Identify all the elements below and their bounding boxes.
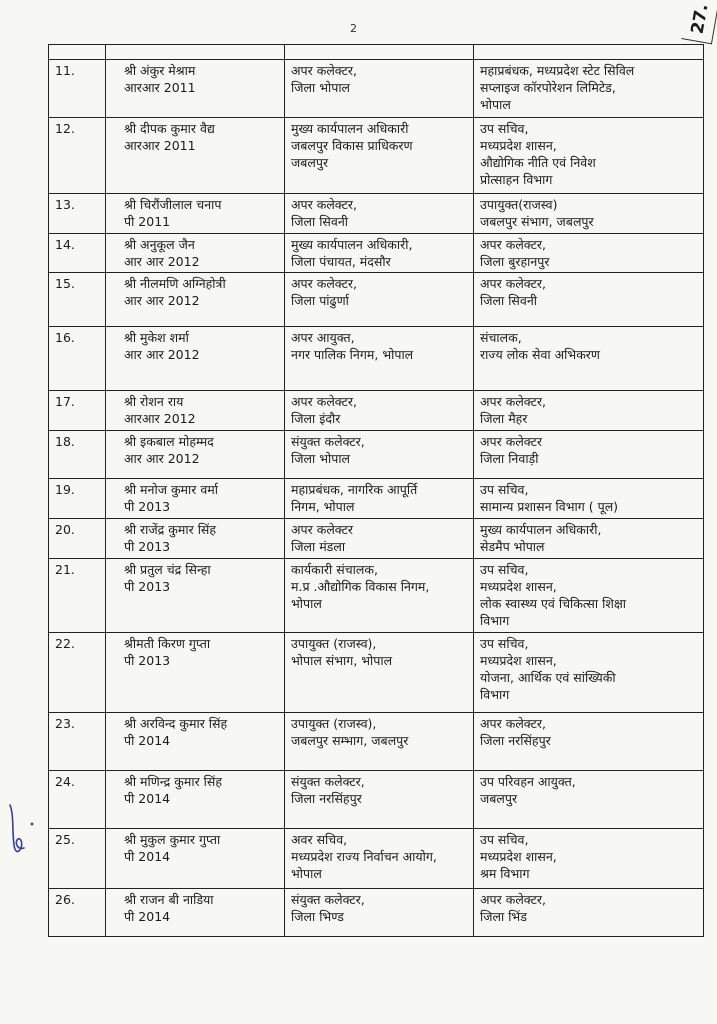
current-posting-line: म.प्र .औद्योगिक विकास निगम, bbox=[291, 579, 430, 594]
new-posting-line: सामान्य प्रशासन विभाग ( पूल) bbox=[480, 499, 619, 514]
officer-name: श्री मुकेश शर्मा bbox=[124, 330, 189, 345]
new-posting-line: उप परिवहन आयुक्त, bbox=[480, 774, 576, 789]
current-posting-line: जिला पंचायत, मंदसौर bbox=[291, 254, 391, 269]
officer-cell bbox=[106, 431, 285, 479]
table-row bbox=[49, 273, 704, 327]
officer-batch: आरआर 2011 bbox=[124, 80, 196, 95]
officer-cell bbox=[106, 118, 285, 194]
new-posting-cell bbox=[474, 431, 704, 479]
serial-number: 15. bbox=[49, 273, 106, 327]
current-posting-cell bbox=[285, 234, 474, 273]
new-posting-line: जिला भिंड bbox=[480, 909, 527, 924]
officer-name: श्रीमती किरण गुप्ता bbox=[124, 636, 211, 651]
new-posting-line: प्रोत्साहन विभाग bbox=[480, 172, 553, 187]
current-posting-line: संयुक्त कलेक्टर, bbox=[291, 774, 365, 789]
current-posting-line: उपायुक्त (राजस्व), bbox=[291, 636, 377, 651]
current-posting-line: मध्यप्रदेश राज्य निर्वाचन आयोग, bbox=[291, 849, 437, 864]
new-posting-line: सप्लाइज कॉरपोरेशन लिमिटेड, bbox=[480, 80, 616, 95]
officer-cell bbox=[106, 771, 285, 829]
new-posting-cell bbox=[474, 118, 704, 194]
new-posting-line: अपर कलेक्टर, bbox=[480, 892, 547, 907]
officer-batch: आर आर 2012 bbox=[124, 347, 200, 362]
new-posting-cell bbox=[474, 519, 704, 559]
current-posting-cell bbox=[285, 889, 474, 937]
officer-batch: पी 2014 bbox=[124, 733, 171, 748]
new-posting-cell bbox=[474, 479, 704, 519]
current-posting-line: जिला मंडला bbox=[291, 539, 346, 554]
new-posting-cell bbox=[474, 391, 704, 431]
officer-cell bbox=[106, 829, 285, 889]
new-posting-line: अपर कलेक्टर bbox=[480, 434, 543, 449]
officer-name: श्री चिरौंजीलाल चनाप bbox=[124, 197, 222, 212]
new-posting-cell bbox=[474, 559, 704, 633]
officer-batch: आर आर 2012 bbox=[124, 451, 200, 466]
serial-number: 11. bbox=[49, 60, 106, 118]
serial-number: 13. bbox=[49, 194, 106, 234]
new-posting-line: मध्यप्रदेश शासन, bbox=[480, 653, 557, 668]
officer-cell bbox=[106, 60, 285, 118]
table-row bbox=[49, 889, 704, 937]
serial-number: 12. bbox=[49, 118, 106, 194]
new-posting-line: मध्यप्रदेश शासन, bbox=[480, 849, 557, 864]
new-posting-line: सेडमैप भोपाल bbox=[480, 539, 545, 554]
new-posting-line: जिला निवाड़ी bbox=[480, 451, 539, 466]
current-posting-cell bbox=[285, 479, 474, 519]
new-posting-line: जिला मैहर bbox=[480, 411, 528, 426]
officer-name: श्री दीपक कुमार वैद्य bbox=[124, 121, 215, 136]
table-row bbox=[49, 60, 704, 118]
officer-name: श्री रोशन राय bbox=[124, 394, 184, 409]
officer-cell bbox=[106, 713, 285, 771]
officer-name: श्री मनोज कुमार वर्मा bbox=[124, 482, 219, 497]
officer-batch: पी 2011 bbox=[124, 214, 171, 229]
new-posting-line: मुख्य कार्यपालन अधिकारी, bbox=[480, 522, 602, 537]
current-posting-line: जबलपुर bbox=[291, 155, 329, 170]
new-posting-line: विभाग bbox=[480, 613, 510, 628]
new-posting-line: श्रम विभाग bbox=[480, 866, 530, 881]
new-posting-line: औद्योगिक नीति एवं निवेश bbox=[480, 155, 596, 170]
current-posting-line: अपर कलेक्टर, bbox=[291, 394, 358, 409]
serial-number: 22. bbox=[49, 633, 106, 713]
current-posting-cell bbox=[285, 633, 474, 713]
table-row bbox=[49, 519, 704, 559]
current-posting-line: उपायुक्त (राजस्व), bbox=[291, 716, 377, 731]
serial-number: 17. bbox=[49, 391, 106, 431]
transfer-table bbox=[48, 44, 704, 937]
current-posting-line: जबलपुर सम्भाग, जबलपुर bbox=[291, 733, 409, 748]
serial-number: 24. bbox=[49, 771, 106, 829]
table-row bbox=[49, 829, 704, 889]
new-posting-line: भोपाल bbox=[480, 97, 511, 112]
officer-name: श्री नीलमणि अग्निहोत्री bbox=[124, 276, 226, 291]
current-posting-cell bbox=[285, 713, 474, 771]
serial-number: 16. bbox=[49, 327, 106, 391]
officer-cell bbox=[106, 559, 285, 633]
officer-name: श्री राजन बी नाडिया bbox=[124, 892, 214, 907]
officer-batch: पी 2013 bbox=[124, 579, 171, 594]
current-posting-line: संयुक्त कलेक्टर, bbox=[291, 434, 365, 449]
corner-page-mark: 27. bbox=[681, 0, 717, 44]
new-posting-line: उप सचिव, bbox=[480, 562, 529, 577]
new-posting-line: जिला सिवनी bbox=[480, 293, 538, 308]
new-posting-line: उप सचिव, bbox=[480, 482, 529, 497]
transfer-table-body bbox=[49, 45, 704, 937]
current-posting-line: जिला भिण्ड bbox=[291, 909, 344, 924]
officer-cell bbox=[106, 519, 285, 559]
new-posting-line: जिला नरसिंहपुर bbox=[480, 733, 551, 748]
new-posting-line: विभाग bbox=[480, 687, 510, 702]
new-posting-cell bbox=[474, 327, 704, 391]
serial-number: 23. bbox=[49, 713, 106, 771]
new-posting-cell bbox=[474, 194, 704, 234]
officer-batch: पी 2014 bbox=[124, 909, 171, 924]
officer-batch: पी 2013 bbox=[124, 653, 171, 668]
officer-cell bbox=[106, 273, 285, 327]
current-posting-line: मुख्य कार्यपालन अधिकारी, bbox=[291, 237, 413, 252]
current-posting-line: जिला सिवनी bbox=[291, 214, 349, 229]
new-posting-line: अपर कलेक्टर, bbox=[480, 716, 547, 731]
officer-batch: आरआर 2011 bbox=[124, 138, 196, 153]
current-posting-line: जबलपुर विकास प्राधिकरण bbox=[291, 138, 413, 153]
current-posting-line: कार्यकारी संचालक, bbox=[291, 562, 378, 577]
officer-cell bbox=[106, 327, 285, 391]
table-row bbox=[49, 479, 704, 519]
current-posting-line: अपर कलेक्टर, bbox=[291, 63, 358, 78]
current-posting-line: भोपाल संभाग, भोपाल bbox=[291, 653, 393, 668]
new-posting-line: मध्यप्रदेश शासन, bbox=[480, 579, 557, 594]
new-posting-cell bbox=[474, 234, 704, 273]
table-row bbox=[49, 194, 704, 234]
officer-name: श्री राजेंद्र कुमार सिंह bbox=[124, 522, 217, 537]
table-row bbox=[49, 431, 704, 479]
new-posting-line: उप सचिव, bbox=[480, 121, 529, 136]
serial-number: 14. bbox=[49, 234, 106, 273]
officer-cell bbox=[106, 633, 285, 713]
new-posting-cell bbox=[474, 60, 704, 118]
current-posting-line: निगम, भोपाल bbox=[291, 499, 355, 514]
current-posting-cell bbox=[285, 118, 474, 194]
current-posting-line: अपर आयुक्त, bbox=[291, 330, 355, 345]
current-posting-line: जिला भोपाल bbox=[291, 451, 351, 466]
current-posting-line: जिला इंदौर bbox=[291, 411, 341, 426]
new-posting-cell bbox=[474, 771, 704, 829]
new-posting-cell bbox=[474, 633, 704, 713]
current-posting-line: महाप्रबंधक, नागरिक आपूर्ति bbox=[291, 482, 418, 497]
new-posting-line: योजना, आर्थिक एवं सांख्यिकी bbox=[480, 670, 616, 685]
officer-cell bbox=[106, 234, 285, 273]
table-row bbox=[49, 771, 704, 829]
table-row bbox=[49, 713, 704, 771]
current-posting-line: अपर कलेक्टर, bbox=[291, 276, 358, 291]
officer-cell bbox=[106, 391, 285, 431]
officer-name: श्री इकबाल मोहम्मद bbox=[124, 434, 214, 449]
new-posting-line: जबलपुर संभाग, जबलपुर bbox=[480, 214, 594, 229]
new-posting-line: लोक स्वास्थ्य एवं चिकित्सा शिक्षा bbox=[480, 596, 627, 611]
officer-name: श्री मुकुल कुमार गुप्ता bbox=[124, 832, 221, 847]
officer-batch: पी 2014 bbox=[124, 791, 171, 806]
current-posting-line: जिला भोपाल bbox=[291, 80, 351, 95]
officer-cell bbox=[106, 889, 285, 937]
current-posting-cell bbox=[285, 559, 474, 633]
table-row bbox=[49, 633, 704, 713]
current-posting-cell bbox=[285, 431, 474, 479]
serial-number: 21. bbox=[49, 559, 106, 633]
serial-number: 20. bbox=[49, 519, 106, 559]
page-number: 2 bbox=[350, 22, 357, 35]
officer-batch: पी 2013 bbox=[124, 539, 171, 554]
new-posting-line: जबलपुर bbox=[480, 791, 518, 806]
table-row bbox=[49, 559, 704, 633]
officer-name: श्री अंकुर मेश्राम bbox=[124, 63, 196, 78]
table-row bbox=[49, 391, 704, 431]
new-posting-line: उप सचिव, bbox=[480, 832, 529, 847]
officer-batch: आर आर 2012 bbox=[124, 293, 200, 308]
officer-batch: पी 2014 bbox=[124, 849, 171, 864]
new-posting-line: अपर कलेक्टर, bbox=[480, 394, 547, 409]
officer-cell bbox=[106, 194, 285, 234]
current-posting-cell bbox=[285, 194, 474, 234]
current-posting-cell bbox=[285, 273, 474, 327]
officer-batch: आरआर 2012 bbox=[124, 411, 196, 426]
current-posting-line: जिला नरसिंहपुर bbox=[291, 791, 362, 806]
new-posting-cell bbox=[474, 829, 704, 889]
officer-name: श्री अनुकूल जैन bbox=[124, 237, 195, 252]
officer-name: श्री प्रतुल चंद्र सिन्हा bbox=[124, 562, 211, 577]
new-posting-line: जिला बुरहानपुर bbox=[480, 254, 550, 269]
new-posting-line: उप सचिव, bbox=[480, 636, 529, 651]
new-posting-line: राज्य लोक सेवा अभिकरण bbox=[480, 347, 600, 362]
table-row bbox=[49, 234, 704, 273]
serial-number: 26. bbox=[49, 889, 106, 937]
officer-name: श्री अरविन्द कुमार सिंह bbox=[124, 716, 228, 731]
current-posting-line: अपर कलेक्टर bbox=[291, 522, 354, 537]
table-header-row bbox=[49, 45, 704, 60]
new-posting-line: उपायुक्त(राजस्व) bbox=[480, 197, 558, 212]
officer-cell bbox=[106, 479, 285, 519]
current-posting-line: भोपाल bbox=[291, 866, 322, 881]
current-posting-line: भोपाल bbox=[291, 596, 322, 611]
current-posting-line: अवर सचिव, bbox=[291, 832, 348, 847]
current-posting-line: संयुक्त कलेक्टर, bbox=[291, 892, 365, 907]
new-posting-line: अपर कलेक्टर, bbox=[480, 237, 547, 252]
officer-batch: पी 2013 bbox=[124, 499, 171, 514]
current-posting-line: अपर कलेक्टर, bbox=[291, 197, 358, 212]
current-posting-cell bbox=[285, 60, 474, 118]
serial-number: 19. bbox=[49, 479, 106, 519]
new-posting-line: महाप्रबंधक, मध्यप्रदेश स्टेट सिविल bbox=[480, 63, 635, 78]
current-posting-cell bbox=[285, 771, 474, 829]
current-posting-line: जिला पांढुर्णा bbox=[291, 293, 349, 308]
new-posting-cell bbox=[474, 713, 704, 771]
serial-number: 25. bbox=[49, 829, 106, 889]
handwritten-initial-mark bbox=[4, 800, 40, 860]
new-posting-cell bbox=[474, 889, 704, 937]
new-posting-cell bbox=[474, 273, 704, 327]
new-posting-line: मध्यप्रदेश शासन, bbox=[480, 138, 557, 153]
current-posting-cell bbox=[285, 327, 474, 391]
current-posting-cell bbox=[285, 829, 474, 889]
new-posting-line: संचालक, bbox=[480, 330, 522, 345]
serial-number: 18. bbox=[49, 431, 106, 479]
current-posting-line: नगर पालिक निगम, भोपाल bbox=[291, 347, 414, 362]
table-row bbox=[49, 118, 704, 194]
current-posting-cell bbox=[285, 519, 474, 559]
current-posting-cell bbox=[285, 391, 474, 431]
new-posting-line: अपर कलेक्टर, bbox=[480, 276, 547, 291]
officer-name: श्री मणिन्द्र कुमार सिंह bbox=[124, 774, 223, 789]
officer-batch: आर आर 2012 bbox=[124, 254, 200, 269]
table-row bbox=[49, 327, 704, 391]
current-posting-line: मुख्य कार्यपालन अधिकारी bbox=[291, 121, 409, 136]
